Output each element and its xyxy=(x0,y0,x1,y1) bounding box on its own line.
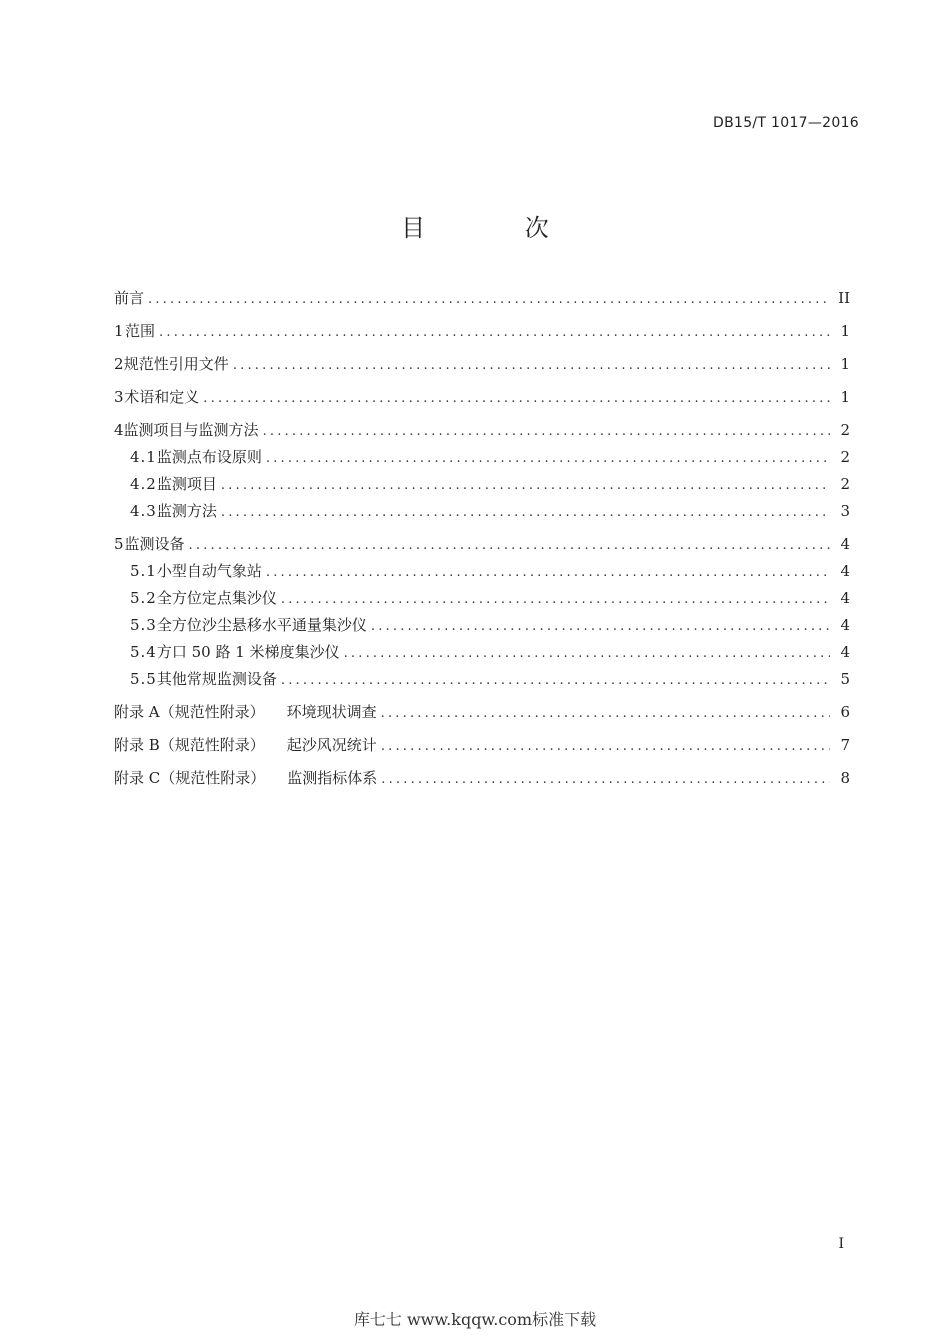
toc-entry-page: 4 xyxy=(840,535,850,553)
toc-entry-label: 其他常规监测设备 xyxy=(156,670,277,688)
toc-entry-number: 3 xyxy=(114,388,124,406)
toc-entry-label: 监测设备 xyxy=(124,535,185,553)
toc-entry-label: 全方位定点集沙仪 xyxy=(156,589,277,607)
toc-entry-page: 1 xyxy=(840,322,850,340)
dot-leader xyxy=(233,355,830,377)
toc-entry-number: 4.3 xyxy=(130,502,157,520)
toc-entry-label: 范围 xyxy=(125,322,156,340)
toc-entry-number: 4.1 xyxy=(130,448,157,466)
appendix-title: 环境现状调查 xyxy=(286,703,377,721)
page-number: I xyxy=(838,1236,844,1252)
dot-leader xyxy=(221,475,830,497)
dot-leader xyxy=(263,421,830,443)
toc-subentry[interactable] xyxy=(114,587,850,611)
toc-entry-number: 1 xyxy=(114,322,124,340)
appendix-prefix: 附录 B（规范性附录） xyxy=(114,736,265,754)
toc-entry-page: 1 xyxy=(840,355,850,373)
toc-entry-page: 4 xyxy=(840,643,850,661)
toc-entry-number: 5.1 xyxy=(130,562,157,580)
toc-subentry[interactable] xyxy=(114,641,850,665)
toc-entry[interactable] xyxy=(114,320,850,344)
toc-entry-number: 4.2 xyxy=(130,475,157,493)
toc-entry-label: 方口 50 路 1 米梯度集沙仪 xyxy=(156,643,340,661)
appendix-prefix: 附录 A（规范性附录） xyxy=(114,703,265,721)
toc-entry-page: 2 xyxy=(840,421,850,439)
toc-subentry[interactable] xyxy=(114,560,850,584)
dot-leader xyxy=(281,670,830,692)
toc-appendix-entry[interactable] xyxy=(114,767,850,791)
toc-entry-number: 5.4 xyxy=(130,643,157,661)
toc-entry-label: 监测点布设原则 xyxy=(156,448,262,466)
toc-appendix-entry[interactable] xyxy=(114,701,850,725)
toc-entry-page: 3 xyxy=(840,502,850,520)
toc-entry-number: 5 xyxy=(114,535,124,553)
appendix-prefix: 附录 C（规范性附录） xyxy=(114,769,266,787)
dot-leader xyxy=(148,289,830,311)
dot-leader xyxy=(189,535,830,557)
toc-entry-number: 2 xyxy=(114,355,124,373)
toc-entry-number: 5.2 xyxy=(130,589,157,607)
dot-leader xyxy=(381,769,830,791)
toc-entry-label: 监测项目与监测方法 xyxy=(123,421,259,439)
toc-entry[interactable] xyxy=(114,386,850,410)
document-code: DB15/T 1017—2016 xyxy=(713,115,859,131)
toc-entry-page: 4 xyxy=(840,616,850,634)
dot-leader xyxy=(266,562,830,584)
dot-leader xyxy=(221,502,830,524)
toc-entry-page: 2 xyxy=(840,448,850,466)
toc-entry-label: 小型自动气象站 xyxy=(156,562,262,580)
toc-entry-page: 8 xyxy=(840,769,850,787)
toc-entry-page: 6 xyxy=(840,703,850,721)
appendix-title: 起沙风况统计 xyxy=(286,736,377,754)
toc-appendix-entry[interactable] xyxy=(114,734,850,758)
toc-entry-page: 2 xyxy=(840,475,850,493)
table-of-contents xyxy=(114,287,850,791)
toc-entry[interactable] xyxy=(114,353,850,377)
toc-entry[interactable] xyxy=(114,419,850,443)
toc-entry-number: 4 xyxy=(114,421,124,439)
toc-entry-page: 4 xyxy=(840,589,850,607)
toc-entry-number: 5.5 xyxy=(130,670,157,688)
page-title: 目 次 xyxy=(401,214,595,242)
toc-entry-page: 5 xyxy=(840,670,850,688)
toc-subentry[interactable] xyxy=(114,500,850,524)
dot-leader xyxy=(281,589,830,611)
toc-subentry[interactable] xyxy=(114,473,850,497)
dot-leader xyxy=(344,643,830,665)
toc-entry-number: 5.3 xyxy=(130,616,157,634)
toc-entry-page: 7 xyxy=(840,736,850,754)
toc-entry-page: II xyxy=(838,289,850,307)
toc-entry[interactable] xyxy=(114,533,850,557)
toc-entry-label: 术语和定义 xyxy=(124,388,200,406)
dot-leader xyxy=(159,322,830,344)
appendix-title: 监测指标体系 xyxy=(287,769,378,787)
dot-leader xyxy=(203,388,830,410)
toc-subentry[interactable] xyxy=(114,446,850,470)
toc-entry-label: 监测项目 xyxy=(156,475,217,493)
dot-leader xyxy=(381,736,830,758)
toc-subentry[interactable] xyxy=(114,668,850,692)
dot-leader xyxy=(371,616,830,638)
toc-entry-label: 全方位沙尘悬移水平通量集沙仪 xyxy=(156,616,367,634)
toc-entry-page: 4 xyxy=(840,562,850,580)
toc-entry-label: 监测方法 xyxy=(156,502,217,520)
dot-leader xyxy=(381,703,830,725)
toc-subentry[interactable] xyxy=(114,614,850,638)
footer-watermark: 库七七 www.kqqw.com标准下载 xyxy=(353,1310,597,1329)
dot-leader xyxy=(266,448,830,470)
toc-entry[interactable] xyxy=(114,287,850,311)
toc-entry-label: 前言 xyxy=(114,289,145,307)
toc-entry-page: 1 xyxy=(840,388,850,406)
toc-entry-label: 规范性引用文件 xyxy=(123,355,229,373)
